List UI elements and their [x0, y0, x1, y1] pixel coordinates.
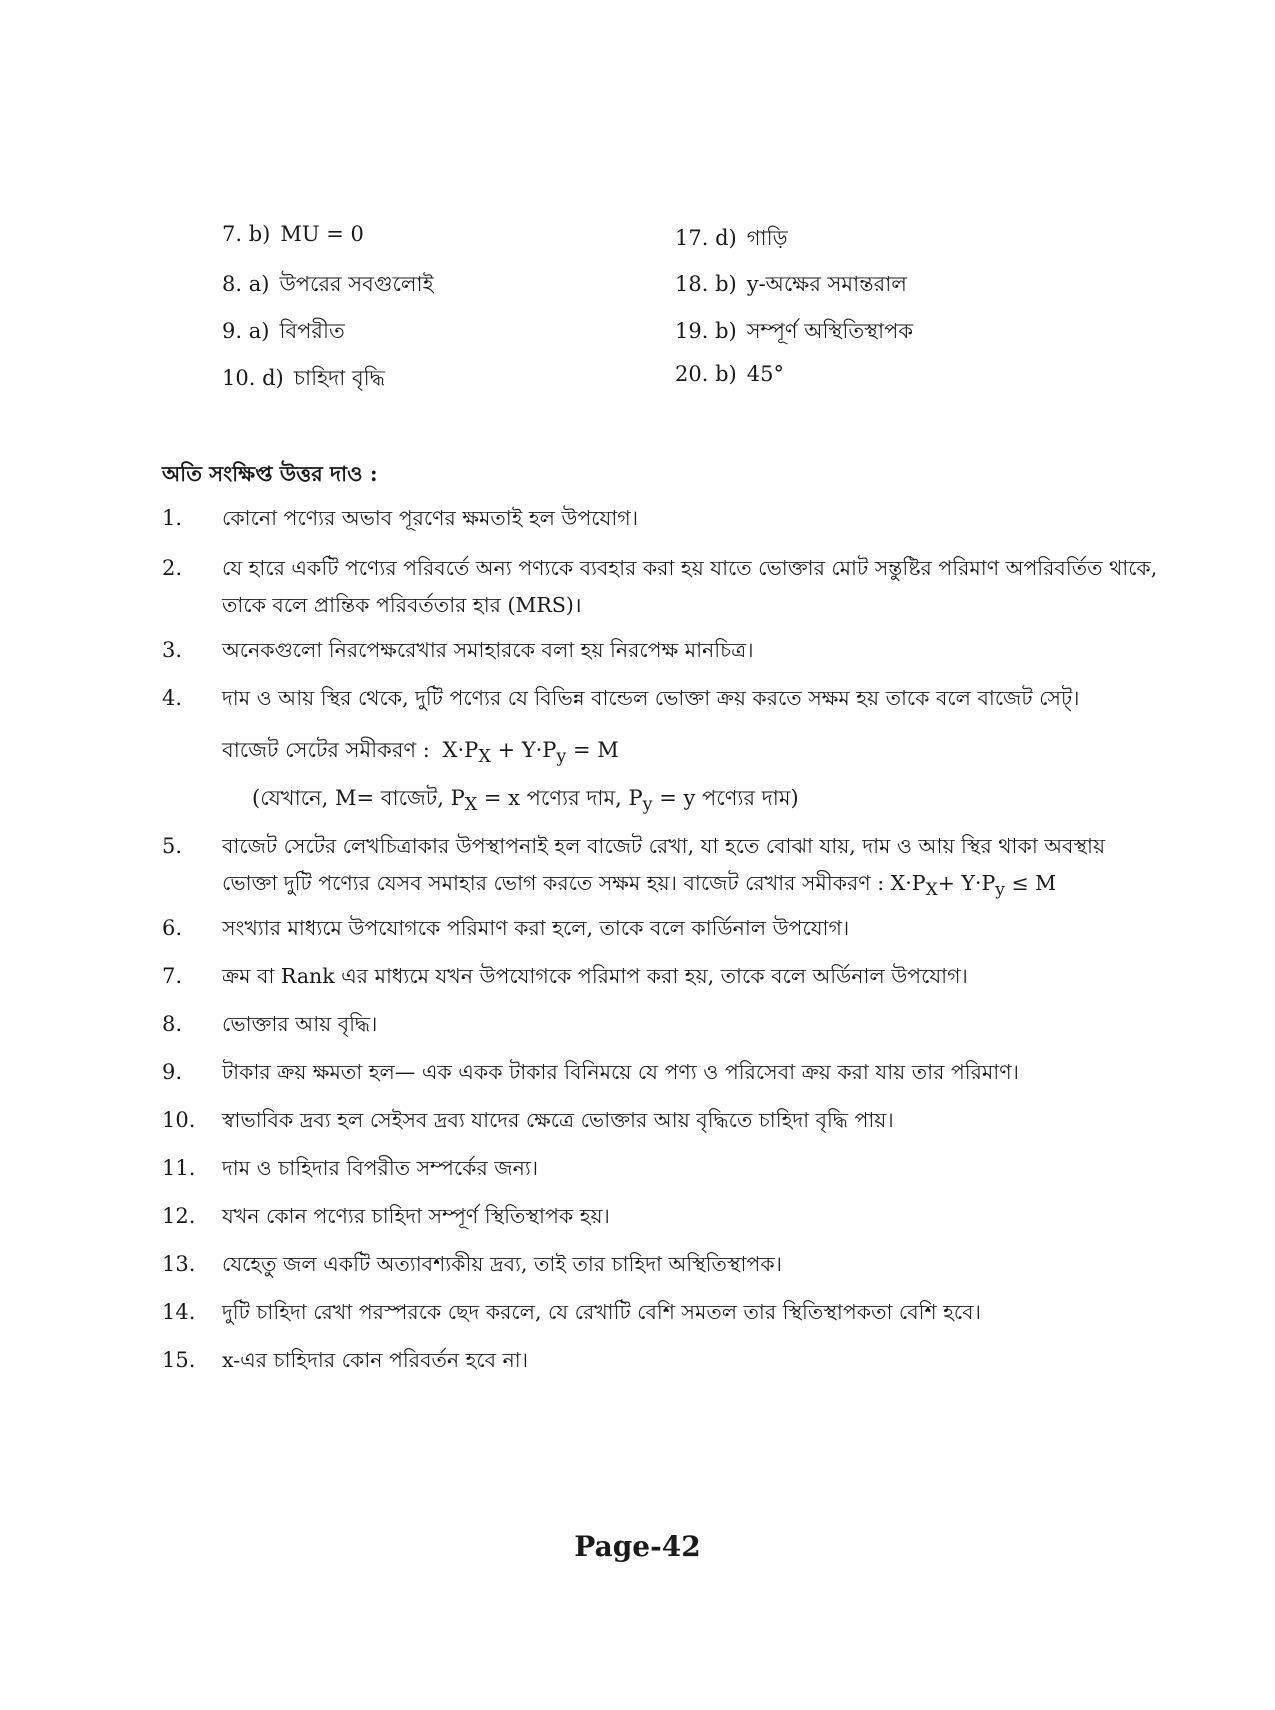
answer-number: 5.	[162, 834, 183, 858]
equation-term: X·P	[890, 871, 926, 895]
mcq-number: 17. d)	[675, 226, 737, 250]
answer-text: দাম ও চাহিদার বিপরীত সম্পর্কের জন্য।	[222, 1156, 539, 1180]
answer-number: 9.	[162, 1060, 183, 1084]
answer-text: ক্রম বা Rank এর মাধ্যমে যখন উপযোগকে পরিমাপ করা হয়, তাকে বলে অর্ডিনাল উপযোগ।	[222, 964, 968, 988]
equation-subscript: y	[995, 880, 1005, 901]
answer-number: 3.	[162, 638, 183, 662]
legend-subscript: y	[642, 795, 653, 816]
answer-number: 2.	[162, 556, 183, 580]
mcq-number: 7. b)	[222, 222, 271, 246]
equation-subscript: X	[478, 747, 491, 768]
answer-number: 1.	[162, 506, 183, 530]
mcq-number: 18. b)	[675, 272, 737, 296]
mcq-number: 8. a)	[222, 272, 270, 296]
answer-number: 15.	[162, 1348, 196, 1372]
mcq-answer: y-অক্ষের সমান্তরাল	[746, 272, 907, 296]
mcq-answer: 45°	[746, 362, 784, 386]
legend-term: (যেখানে, M= বাজেট, P	[252, 786, 465, 810]
answer-text: স্বাভাবিক দ্রব্য হল সেইসব দ্রব্য যাদের ক্ষেত্রে ভোক্তার আয় বৃদ্ধিতে চাহিদা বৃদ্ধি পায়।	[222, 1108, 894, 1132]
equation-term: X·P	[442, 738, 479, 762]
equation-label: বাজেট সেটের সমীকরণ :	[222, 738, 430, 762]
answer-text: যেহেতু জল একটি অত্যাবশ্যকীয় দ্রব্য, তাই তার চাহিদা অস্থিতিস্থাপক।	[222, 1252, 783, 1276]
mcq-row	[222, 362, 385, 397]
answer-text: কোনো পণ্যের অভাব পূরণের ক্ষমতাই হল উপযোগ।	[222, 506, 639, 530]
answer-text: ভোক্তার আয় বৃদ্ধি।	[222, 1012, 378, 1036]
answer-text: যে হারে একটি পণ্যের পরিবর্তে অন্য পণ্যকে ব্যবহার করা হয় যাতে ভোক্তার মোট সন্তুষ্টির পরিমাণ অপরিবর্তিত থাকে, তাকে বলে প্রান্তিক পরিবর্ততার হার (MRS)।	[222, 556, 1158, 617]
answer-text	[222, 828, 1162, 909]
answer-text: x-এর চাহিদার কোন পরিবর্তন হবে না।	[222, 1348, 529, 1372]
legend-subscript: X	[464, 795, 478, 816]
answer-number: 4.	[162, 686, 183, 710]
budget-line-equation	[890, 871, 1057, 901]
answer-text: যখন কোন পণ্যের চাহিদা সম্পূর্ণ স্থিতিস্থাপক হয়।	[222, 1204, 610, 1228]
answer-number: 7.	[162, 964, 183, 988]
answer-number: 11.	[162, 1156, 196, 1180]
budget-set-equation	[222, 734, 619, 769]
equation-subscript: y	[556, 747, 567, 768]
answer-body: বাজেট সেটের লেখচিত্রাকার উপস্থাপনাই হল বাজেট রেখা, যা হতে বোঝা যায়, দাম ও আয় স্থির থাকা অবস্থায় ভোক্তা দুটি পণ্যের যেসব সমাহার ভোগ করতে সক্ষম হয়। বাজেট রেখার সমীকরণ :	[222, 834, 1106, 895]
mcq-row	[675, 315, 913, 350]
mcq-answer: গাড়ি	[746, 226, 788, 250]
mcq-number: 19. b)	[675, 319, 737, 343]
mcq-answer: সম্পূর্ণ অস্থিতিস্থাপক	[746, 319, 914, 343]
equation-term: ≤ M	[1004, 871, 1057, 895]
equation-subscript: X	[925, 880, 938, 901]
legend-term: = x পণ্যের দাম, P	[477, 786, 643, 810]
mcq-row	[222, 222, 364, 246]
mcq-row	[675, 362, 784, 386]
equation-term: + Y·P	[490, 738, 557, 762]
mcq-row	[675, 268, 907, 303]
mcq-answer: উপরের সবগুলোই	[279, 272, 434, 296]
mcq-row	[222, 315, 345, 350]
answer-number: 8.	[162, 1012, 183, 1036]
answer-text: দুটি চাহিদা রেখা পরস্পরকে ছেদ করলে, যে রেখাটি বেশি সমতল তার স্থিতিস্থাপকতা বেশি হবে।	[222, 1300, 981, 1324]
answer-text: অনেকগুলো নিরপেক্ষরেখার সমাহারকে বলা হয় নিরপেক্ষ মানচিত্র।	[222, 638, 754, 662]
answer-text: টাকার ক্রয় ক্ষমতা হল— এক একক টাকার বিনিময়ে যে পণ্য ও পরিসেবা ক্রয় করা যায় তার পরিমাণ।	[222, 1060, 1019, 1084]
budget-set-legend	[252, 782, 799, 817]
answer-number: 6.	[162, 916, 183, 940]
section-heading: অতি সংক্ষিপ্ত উত্তর দাও :	[162, 461, 378, 486]
answer-number: 14.	[162, 1300, 196, 1324]
mcq-number: 10. d)	[222, 366, 284, 390]
page-number: Page-42	[574, 1530, 701, 1563]
answer-number: 10.	[162, 1108, 196, 1132]
mcq-row	[675, 222, 788, 257]
legend-term: = y পণ্যের দাম)	[652, 786, 799, 810]
answer-text: সংখ্যার মাধ্যমে উপযোগকে পরিমাণ করা হলে, তাকে বলে কার্ডিনাল উপযোগ।	[222, 916, 850, 940]
mcq-number: 9. a)	[222, 319, 270, 343]
mcq-answer: চাহিদা বৃদ্ধি	[293, 366, 386, 390]
answer-text: দাম ও আয় স্থির থেকে, দুটি পণ্যের যে বিভিন্ন বান্ডেল ভোক্তা ক্রয় করতে সক্ষম হয় তাকে বলে বাজেট সেট্।	[222, 686, 1080, 710]
equation-term: = M	[566, 738, 619, 762]
answer-number: 13.	[162, 1252, 196, 1276]
mcq-row	[222, 268, 434, 303]
answer-number: 12.	[162, 1204, 196, 1228]
equation-term: + Y·P	[937, 871, 996, 895]
mcq-answer: বিপরীত	[279, 319, 345, 343]
mcq-number: 20. b)	[675, 362, 737, 386]
mcq-answer: MU = 0	[280, 222, 364, 246]
